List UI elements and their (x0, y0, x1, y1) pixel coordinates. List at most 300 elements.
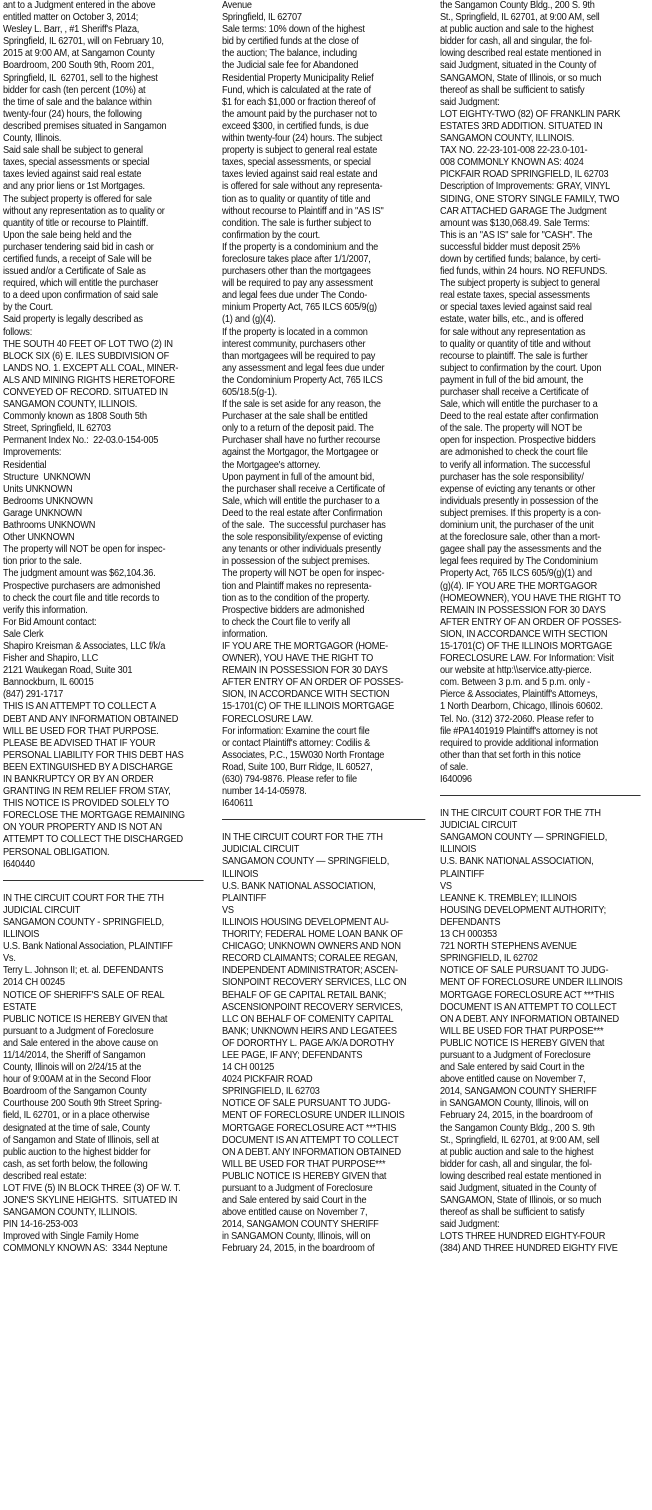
notice-text-line: CONVEYED OF RECORD. SITUATED IN (3, 387, 168, 398)
notice-text-line: Upon the sale being held and the (3, 229, 132, 241)
notice-text-line: (g)(4). IF YOU ARE THE MORTGAGOR (440, 580, 598, 592)
notice-text-line: at public auction and sale to the highest (440, 1146, 594, 1158)
notice-text-line: condition. The sale is further subject to (222, 217, 372, 229)
notice-text-line: to check the Court file to verify all (222, 616, 351, 628)
notice-text-line: For Bid Amount contact: (3, 616, 97, 628)
notice-text-line: THIS IS AN ATTEMPT TO COLLECT A (3, 701, 156, 713)
notice-text-line: Purchaser at the sale shall be entitled (222, 411, 368, 423)
notice-text-line: I640611 (222, 798, 254, 810)
notice-text-line: Sale Clerk (3, 628, 44, 640)
notice-text-line: successful bidder must deposit 25% (440, 241, 580, 253)
legal-notice (3, 893, 207, 1256)
notice-text-line: our website at http:\\service.atty-pierce. (440, 665, 592, 677)
notice-text-line: hour of 9:00AM at in the Second Floor (3, 1074, 151, 1086)
notice-text-line: Bathrooms UNKNOWN (3, 520, 96, 532)
notice-text-line: (384) AND THREE HUNDRED EIGHTY FIVE (440, 1243, 618, 1255)
notice-text-line: twenty-four (24) hours, the following (3, 108, 142, 120)
notice-text-line: subject to confirmation by the court. Upon (440, 362, 602, 374)
notice-text-line: Description of Improvements: GRAY, VINYL (440, 181, 611, 193)
notice-text-line: BANK; UNKNOWN HEIRS AND LEGATEES (222, 1025, 397, 1037)
notice-text-line: ILLINOIS HOUSING DEVELOPMENT AU- (222, 916, 389, 928)
notice-text-line: THORITY; FEDERAL HOME LOAN BANK OF (222, 929, 403, 941)
notice-text-line: St., Springfield, IL 62701, at 9:00 AM, sell (440, 1134, 600, 1146)
notice-text-line: issued and/or a Certificate of Sale as (3, 266, 146, 278)
notice-text-line: BEEN EXTINGUISHED BY A DISCHARGE (3, 761, 173, 773)
notice-text-line: and Sale entered by said Court in the (222, 1195, 367, 1207)
notice-text-line: Residential (3, 459, 47, 471)
notice-text-line: MORTGAGE FORECLOSURE ACT ***THIS (440, 989, 615, 1001)
notice-text-line: ASCENSIONPOINT RECOVERY SERVICES, (222, 1001, 403, 1013)
notice-text-line: purchaser shall receive a Certificate of (440, 387, 589, 398)
notice-text-line: any assessment and legal fees due under (222, 362, 385, 374)
notice-text-line: the auction; The balance, including (222, 48, 357, 60)
notice-text-line: PERSONAL LIABILITY FOR THIS DEBT HAS (3, 749, 184, 761)
notice-text-line: PICKFAIR ROAD SPRINGFIELD, IL 62703 (440, 169, 609, 181)
column-1 (3, 0, 207, 1256)
notice-text-line: GRANTING IN REM RELIEF FROM STAY, (3, 786, 171, 798)
notice-text-line: the Mortgagee's attorney. (222, 459, 321, 471)
notice-text-line: 13 CH 000353 (440, 929, 497, 941)
notice-text-line: lowing described real estate mentioned in (440, 48, 601, 60)
notice-text-line: Sale, which will entitle the purchaser to a (440, 399, 598, 411)
notice-text-line: or special taxes levied against said real (440, 302, 592, 314)
notice-text-line: without any representation as to quality or (3, 205, 165, 217)
notice-text-line: IN THE CIRCUIT COURT FOR THE 7TH (222, 832, 383, 844)
notice-text-line: If the property is located in a common (222, 326, 368, 338)
notice-text-line: SANGAMON, State of Illinois, or so much (440, 72, 602, 84)
legal-notice (440, 0, 644, 786)
notice-text-line: The subject property is subject to general (440, 278, 600, 290)
notice-text-line: bid by certified funds at the close of (222, 36, 359, 48)
notice-text-line: file #PA1401919 Plaintiff's attorney is not (440, 725, 598, 737)
notice-text-line: LLC ON BEHALF OF COMENITY CAPITAL (222, 1013, 394, 1025)
notice-text-line: ON A DEBT. ANY INFORMATION OBTAINED (222, 1146, 401, 1158)
notice-text-line: is offered for sale without any representa- (222, 181, 383, 193)
notice-text-line: thereof as shall be sufficient to satisfy (440, 84, 585, 96)
notice-text-line: IN THE CIRCUIT COURT FOR THE 7TH (440, 808, 601, 820)
notice-text-line: Commonly known as 1808 South 5th (3, 411, 147, 423)
notice-text-line: the Condominium Property Act, 765 ILCS (222, 374, 383, 386)
notice-text-line: Property Act, 765 ILCS 605/9(g)(1) and (440, 568, 592, 580)
notice-text-line: ILLINOIS (222, 868, 259, 880)
notice-text-line: ON A DEBT. ANY INFORMATION OBTAINED (440, 1013, 619, 1025)
notice-text-line: Vs. (3, 953, 16, 965)
notice-text-line: 2014, SANGAMON COUNTY SHERIFF (222, 1219, 379, 1231)
notice-text-line: LOTS THREE HUNDRED EIGHTY-FOUR (440, 1231, 606, 1243)
notice-text-line: 605/18.5(g-1). (222, 387, 277, 398)
notice-text-line: within twenty-four (24) hours. The subject (222, 133, 383, 145)
notice-text-line: Units UNKNOWN (3, 483, 73, 495)
notice-text-line: to a deed upon confirmation of said sale (3, 290, 159, 302)
notice-text-line: WILL BE USED FOR THAT PURPOSE*** (440, 1025, 604, 1037)
notice-text-line: ESTATES 3RD ADDITION. SITUATED IN (440, 120, 603, 132)
notice-text-line: County, Illinois will on 2/24/15 at the (3, 1062, 142, 1074)
notice-text-line: AFTER ENTRY OF AN ORDER OF POSSES- (440, 616, 622, 628)
notice-text-line: SANGAMON COUNTY — SPRINGFIELD, (222, 856, 390, 868)
notice-text-line: and any prior liens or 1st Mortgages. (3, 181, 145, 193)
notice-text-line: Springfield, IL 62707 (222, 12, 302, 24)
notice-text-line: gagee shall pay the assessments and the (440, 544, 602, 556)
notice-text-line: information. (222, 628, 268, 640)
notice-text-line: MORTGAGE FORECLOSURE ACT ***THIS (222, 1122, 397, 1134)
notice-text-line: The property will NOT be open for inspec- (3, 544, 166, 556)
notice-text-line: 11/14/2014, the Sheriff of Sangamon (3, 1049, 146, 1061)
notice-text-line: SPRINGFIELD, IL 62703 (222, 1086, 320, 1098)
column-3 (440, 0, 644, 1256)
notice-text-line: JONE'S SKYLINE HEIGHTS. SITUATED IN (3, 1195, 178, 1207)
notice-text-line: will be required to pay any assessment (222, 278, 373, 290)
notice-text-line: ESTATE (3, 1001, 37, 1013)
notice-text-line: the time of sale and the balance within (3, 96, 152, 108)
notice-text-line: only to a return of the deposit paid. The (222, 423, 374, 435)
notice-text-line: of sale. (440, 761, 469, 773)
notice-text-line: PUBLIC NOTICE IS HEREBY GIVEN that (3, 1013, 168, 1025)
notice-text-line: NOTICE OF SHERIFF'S SALE OF REAL (3, 989, 165, 1001)
notice-text-line: REMAIN IN POSSESSION FOR 30 DAYS (440, 604, 606, 616)
notice-text-line: HOUSING DEVELOPMENT AUTHORITY; (440, 904, 606, 916)
notice-text-line: WILL BE USED FOR THAT PURPOSE*** (222, 1158, 386, 1170)
notice-text-line: (847) 291-1717 (3, 689, 64, 701)
notice-text-line: Bannockburn, IL 60015 (3, 677, 94, 689)
notice-text-line: ON YOUR PROPERTY AND IS NOT AN (3, 822, 162, 834)
notice-text-line: The subject property is offered for sale (3, 193, 152, 205)
notice-text-line: in SANGAMON County, Illinois, will on (222, 1231, 371, 1243)
notice-text-line: estate, water bills, etc., and is offered (440, 314, 584, 326)
notice-text-line: dominium unit, the purchaser of the unit (440, 520, 594, 532)
notice-text-line: Said property is legally described as (3, 314, 143, 326)
notice-text-line: Deed to the real estate after confirmation (440, 411, 599, 423)
notice-text-line: 2015 at 9:00 AM, at Sangamon County (3, 48, 155, 60)
notice-text-line: ILLINOIS (3, 929, 40, 941)
notice-text-line: IN THE CIRCUIT COURT FOR THE 7TH (3, 892, 164, 904)
notice-text-line: WILL BE USED FOR THAT PURPOSE. (3, 725, 159, 737)
notice-text-line: PLAINTIFF (440, 868, 485, 880)
notice-text-line: designated at the time of sale, County (3, 1122, 150, 1134)
notice-text-line: PLEASE BE ADVISED THAT IF YOUR (3, 737, 156, 749)
notice-text-line: Deed to the real estate after Confirmation (222, 507, 383, 519)
notice-text-line: real estate taxes, special assessments (440, 290, 590, 302)
notice-text-line: (HOMEOWNER), YOU HAVE THE RIGHT TO (440, 592, 621, 604)
notice-text-line: Purchaser shall have no further recourse (222, 435, 381, 447)
notice-text-line: fied funds, within 24 hours. NO REFUNDS. (440, 266, 608, 278)
notice-text-line: to check the court file and title records to (3, 592, 160, 604)
notice-text-line: Associates, P.C., 15W030 North Frontage (222, 749, 385, 761)
notice-text-line: Road, Suite 100, Burr Ridge, IL 60527, (222, 761, 373, 773)
notice-text-line: entitled matter on October 3, 2014; (3, 12, 139, 24)
notice-text-line: amount was $130,068.49. Sale Terms: (440, 217, 590, 229)
notice-text-line: Boardroom, 200 South 9th, Room 201, (3, 60, 154, 72)
notice-text-line: said Judgment: (440, 96, 500, 108)
notice-text-line: Prospective bidders are admonished (222, 604, 365, 616)
notice-text-line: FORECLOSURE LAW. For Information: Visit (440, 653, 614, 665)
notice-text-line: lowing described real estate mentioned in (440, 1170, 601, 1182)
notice-text-line: com. Between 3 p.m. and 5 p.m. only - (440, 677, 591, 689)
notice-text-line: CAR ATTACHED GARAGE The Judgment (440, 205, 607, 217)
notice-text-line: the Sangamon County Bldg., 200 S. 9th (440, 1122, 595, 1134)
notice-text-line: bidder for cash, all and singular, the fol- (440, 36, 592, 48)
notice-text-line: pursuant to a Judgment of Foreclosure (3, 1025, 154, 1037)
notice-text-line: without recourse to Plaintiff and in "AS IS" (222, 205, 384, 217)
notice-text-line: FORECLOSURE LAW. (222, 713, 314, 725)
notice-text-line: the Sangamon County Bldg., 200 S. 9th (440, 0, 595, 11)
notice-text-line: thereof as shall be sufficient to satisfy (440, 1207, 585, 1219)
notice-text-line: 2014 CH 00245 (3, 977, 65, 989)
notice-text-line: MENT OF FORECLOSURE UNDER ILLINOIS (222, 1110, 405, 1122)
notice-text-line: Fisher and Shapiro, LLC (3, 653, 99, 665)
notice-text-line: above entitled cause on November 7, (222, 1207, 368, 1219)
notice-text-line: Residential Property Municipality Relief (222, 72, 374, 84)
notice-text-line: subject premises. If this property is a con- (440, 507, 601, 519)
notice-text-line: February 24, 2015, in the boardroom of (222, 1243, 375, 1255)
notice-text-line: said Judgment: (440, 1219, 500, 1231)
notice-text-line: AFTER ENTRY OF AN ORDER OF POSSES- (222, 677, 404, 689)
notice-text-line: SIONPOINT RECOVERY SERVICES, LLC ON (222, 977, 407, 989)
notice-text-line: other than that set forth in this notice (440, 749, 581, 761)
notice-text-line: Other UNKNOWN (3, 532, 75, 544)
notice-text-line: NOTICE OF SALE PURSUANT TO JUDG- (440, 965, 609, 977)
notice-text-line: Garage UNKNOWN (3, 507, 82, 519)
notice-text-line: individuals presently in possession of the (440, 495, 599, 507)
notice-text-line: ATTEMPT TO COLLECT THE DISCHARGED (3, 834, 183, 846)
notice-text-line: I640440 (3, 858, 35, 870)
notice-text-line: OWNER), YOU HAVE THE RIGHT TO (222, 653, 374, 665)
notice-text-line: tion prior to the sale. (3, 556, 82, 568)
notice-text-line: SPRINGFIELD, IL 62702 (440, 953, 538, 965)
notice-text-line: JUDICIAL CIRCUIT (222, 844, 300, 856)
notice-text-line: DEFENDANTS (440, 916, 501, 928)
notice-text-line: Said sale shall be subject to general (3, 145, 143, 157)
column-2 (222, 0, 429, 1256)
notice-text-line: than mortgagees will be required to pay (222, 350, 376, 362)
notice-text-line: interest community, purchasers other (222, 338, 366, 350)
notice-text-line: REMAIN IN POSSESSION FOR 30 DAYS (222, 665, 388, 677)
notice-text-line: LANDS NO. 1. EXCEPT ALL COAL, MINER- (3, 362, 179, 374)
notice-text-line: Shapiro Kreisman & Associates, LLC f/k/a (3, 640, 166, 652)
notice-text-line: cash, as set forth below, the following (3, 1158, 148, 1170)
notice-text-line: Boardroom of the Sangamon County (3, 1086, 147, 1098)
notice-text-line: exceed $300, in certified funds, is due (222, 120, 369, 132)
notice-text-line: and Sale entered by said Court in the (440, 1062, 585, 1074)
notice-text-line: ALS AND MINING RIGHTS HERETOFORE (3, 374, 175, 386)
notice-text-line: Prospective purchasers are admonished (3, 580, 161, 592)
notice-text-line: LEANNE K. TREMBLEY; ILLINOIS (440, 892, 577, 904)
notice-text-line: Improved with Single Family Home (3, 1231, 139, 1243)
notice-text-line: (630) 794-9876. Please refer to file (222, 774, 357, 785)
notice-text-line: bidder for cash (ten percent (10%) at (3, 84, 146, 96)
notice-divider (3, 880, 204, 881)
notice-text-line: Avenue (222, 0, 252, 11)
notice-text-line: Permanent Index No.: 22-03.0-154-005 (3, 435, 159, 447)
notice-text-line: the sole responsibility/expense of evicting (222, 532, 383, 544)
notice-text-line: foreclosure takes place after 1/1/2007, (222, 253, 371, 265)
notice-text-line: pursuant to a Judgment of Foreclosure (222, 1183, 373, 1194)
notice-text-line: SION, IN ACCORDANCE WITH SECTION (222, 689, 390, 701)
notice-text-line: the amount paid by the purchaser not to (222, 108, 377, 120)
notice-text-line: Sale, which will entitle the purchaser to a (222, 495, 380, 507)
notice-text-line: to quality or quantity of title and without (440, 338, 591, 350)
notice-text-line: Upon payment in full of the amount bid, (222, 471, 375, 483)
notice-text-line: BLOCK SIX (6) E. ILES SUBDIVISION OF (3, 350, 170, 362)
notice-text-line: If the property is a condominium and the (222, 241, 379, 253)
notice-divider (222, 819, 425, 820)
notice-text-line: taxes levied against said real estate and (222, 169, 378, 181)
notice-text-line: I640096 (440, 774, 472, 785)
notice-text-line: payment in full of the bid amount, the (440, 374, 584, 386)
notice-text-line: bidder for cash, all and singular, the fol- (440, 1158, 592, 1170)
notice-text-line: are admonished to check the court file (440, 447, 588, 459)
notice-text-line: SANGAMON COUNTY, ILLINOIS. (3, 399, 138, 411)
notice-text-line: taxes levied against said real estate (3, 169, 142, 181)
notice-text-line: PERSONAL OBLIGATION. (3, 846, 110, 858)
notice-text-line: verify this information. (3, 604, 88, 616)
notice-text-line: U.S. BANK NATIONAL ASSOCIATION, (222, 880, 376, 892)
notice-text-line: in SANGAMON County, Illinois, will on (440, 1098, 589, 1110)
notice-text-line: legal fees required by The Condominium (440, 556, 598, 568)
notice-text-line: for sale without any representation as (440, 326, 586, 338)
notice-text-line: number 14-14-05978. (222, 786, 307, 798)
notice-text-line: SANGAMON COUNTY — SPRINGFIELD, (440, 832, 608, 844)
notice-text-line: of Sangamon and State of Illinois, sell at (3, 1134, 159, 1146)
notice-text-line: LOT EIGHTY-TWO (82) OF FRANKLIN PARK (440, 108, 621, 120)
notice-text-line: property is subject to general real estate (222, 145, 378, 157)
notice-text-line: IN BANKRUPTCY OR BY AN ORDER (3, 774, 154, 785)
notice-text-line: Street, Springfield, IL 62703 (3, 423, 111, 435)
notice-text-line: VS (440, 880, 452, 892)
notice-text-line: any tenants or other individuals presently (222, 544, 381, 556)
notice-text-line: SANGAMON COUNTY, ILLINOIS. (3, 1207, 138, 1219)
notice-text-line: Pierce & Associates, Plaintiff's Attorneys, (440, 689, 598, 701)
legal-notice (440, 808, 644, 1255)
notice-text-line: SANGAMON, State of Illinois, or so much (440, 1195, 602, 1207)
notice-text-line: Wesley L. Barr, , #1 Sheriff's Plaza, (3, 24, 140, 36)
notice-text-line: (1) and (g)(4). (222, 314, 276, 326)
notice-text-line: 1 North Dearborn, Chicago, Illinois 60602. (440, 701, 603, 713)
notice-text-line: purchaser has the sole responsibility/ (440, 471, 584, 483)
notice-text-line: 15-1701(C) OF THE ILLINOIS MORTGAGE (222, 701, 395, 713)
notice-text-line: expense of evicting any tenants or other (440, 483, 596, 495)
notice-text-line: PIN 14-16-253-003 (3, 1219, 78, 1231)
notice-text-line: Terry L. Johnson II; et. al. DEFENDANTS (3, 965, 164, 977)
notice-text-line: or contact Plaintiff's attorney: Codilis & (222, 737, 371, 749)
notice-text-line: PUBLIC NOTICE IS HEREBY GIVEN that (440, 1037, 605, 1049)
notice-text-line: JUDICIAL CIRCUIT (3, 904, 81, 916)
notice-text-line: SION, IN ACCORDANCE WITH SECTION (440, 628, 608, 640)
notice-text-line: SIDING, ONE STORY SINGLE FAMILY, TWO (440, 193, 620, 205)
notice-text-line: U.S. BANK NATIONAL ASSOCIATION, (440, 856, 594, 868)
notice-text-line: The property will NOT be open for inspec- (222, 568, 385, 580)
notice-text-line: NOTICE OF SALE PURSUANT TO JUDG- (222, 1098, 391, 1110)
notice-text-line: 4024 PICKFAIR ROAD (222, 1074, 313, 1086)
notice-text-line: U.S. Bank National Association, PLAINTIFF (3, 941, 173, 953)
notice-text-line: ant to a Judgment entered in the above (3, 0, 156, 11)
notice-text-line: at public auction and sale to the highest (440, 24, 594, 36)
notice-text-line: Fund, which is calculated at the rate of (222, 84, 371, 96)
notice-text-line: to verify all information. The successful (440, 459, 591, 471)
notice-text-line: public auction to the highest bidder for (3, 1146, 151, 1158)
notice-text-line: PUBLIC NOTICE IS HEREBY GIVEN that (222, 1170, 387, 1182)
notice-text-line: follows: (3, 326, 33, 338)
notice-text-line: quantity of title or recourse to Plaintiff. (3, 217, 149, 229)
notice-text-line: RECORD CLAIMANTS; CORALEE REGAN, (222, 953, 398, 965)
notice-text-line: tion and Plaintiff makes no representa- (222, 580, 372, 592)
notice-text-line: MENT OF FORECLOSURE UNDER ILLINOIS (440, 977, 623, 989)
notice-text-line: ILLINOIS (440, 844, 477, 856)
notice-text-line: THE SOUTH 40 FEET OF LOT TWO (2) IN (3, 338, 173, 350)
notice-text-line: the purchaser shall receive a Certificate of (222, 483, 385, 495)
notice-text-line: taxes, special assessments, or special (222, 157, 371, 169)
notice-text-line: down by certified funds; balance, by certi- (440, 253, 601, 265)
notice-text-line: SANGAMON COUNTY, ILLINOIS. (440, 133, 575, 145)
legal-notice (222, 0, 429, 810)
notice-text-line: IF YOU ARE THE MORTGAGOR (HOME- (222, 640, 388, 652)
notice-text-line: DOCUMENT IS AN ATTEMPT TO COLLECT (222, 1134, 399, 1146)
notice-text-line: and legal fees due under The Condo- (222, 290, 368, 302)
notice-text-line: TAX NO. 22-23-101-008 22-23.0-101- (440, 145, 588, 157)
notice-text-line: Springfield, IL 62701, will on February 10, (3, 36, 164, 48)
notice-text-line: said Judgment, situated in the County of (440, 60, 597, 72)
notice-text-line: Springfield, IL 62701, sell to the highest (3, 72, 158, 84)
notice-text-line: 15-1701(C) OF THE ILLINOIS MORTGAGE (440, 640, 613, 652)
notice-text-line: certified funds, a receipt of Sale will be (3, 253, 152, 265)
notice-text-line: above entitled cause on November 7, (440, 1074, 586, 1086)
notice-text-line: 2121 Waukegan Road, Suite 301 (3, 665, 133, 677)
notice-text-line: This is an "AS IS" sale for "CASH". The (440, 229, 593, 241)
notice-text-line: JUDICIAL CIRCUIT (440, 820, 518, 832)
notice-text-line: 2014, SANGAMON COUNTY SHERIFF (440, 1086, 597, 1098)
notice-text-line: Sale terms: 10% down of the highest (222, 24, 365, 36)
notice-text-line: Improvements: (3, 447, 62, 459)
notice-text-line: For information: Examine the court file (222, 725, 370, 737)
notice-text-line: in possession of the subject premises. (222, 556, 370, 568)
notice-text-line: described real estate: (3, 1170, 87, 1182)
legal-notice (222, 832, 429, 1255)
notice-text-line: THIS NOTICE IS PROVIDED SOLELY TO (3, 798, 169, 810)
notice-text-line: FORECLOSE THE MORTGAGE REMAINING (3, 810, 185, 822)
notice-text-line: February 24, 2015, in the boardroom of (440, 1110, 593, 1122)
notice-divider (440, 795, 641, 796)
notice-text-line: 14 CH 00125 (222, 1062, 274, 1074)
notice-text-line: CHICAGO; UNKNOWN OWNERS AND NON (222, 941, 401, 953)
notice-text-line: required, which will entitle the purchaser (3, 278, 159, 290)
notice-text-line: Bedrooms UNKNOWN (3, 495, 93, 507)
notice-text-line: OF DORORTHY L. PAGE A/K/A DOROTHY (222, 1037, 395, 1049)
notice-text-line: described premises situated in Sangamon (3, 120, 167, 132)
notice-text-line: tion as to the condition of the property. (222, 592, 370, 604)
notice-text-line: Courthouse 200 South 9th Street Spring- (3, 1098, 162, 1110)
notice-text-line: tion as to quality or quantity of title and (222, 193, 371, 205)
notice-text-line: the Judicial sale fee for Abandoned (222, 60, 359, 72)
notice-text-line: field, IL 62701, or in a place otherwise (3, 1110, 150, 1122)
notice-text-line: LOT FIVE (5) IN BLOCK THREE (3) OF W. T. (3, 1183, 181, 1194)
notice-text-line: Structure UNKNOWN (3, 471, 91, 483)
notice-text-line: 721 NORTH STEPHENS AVENUE (440, 941, 577, 953)
legal-notice (3, 0, 207, 871)
notice-text-line: If the sale is set aside for any reason, the (222, 399, 381, 411)
notice-text-line: at the foreclosure sale, other than a mort- (440, 532, 601, 544)
notice-text-line: and Sale entered in the above cause on (3, 1037, 158, 1049)
notice-text-line: of the sale. The successful purchaser has (222, 520, 386, 532)
notice-text-line: by the Court. (3, 302, 54, 314)
notice-text-line: BEHALF OF GE CAPITAL RETAIL BANK; (222, 989, 387, 1001)
notice-text-line: The judgment amount was $62,104.36. (3, 568, 156, 580)
notice-text-line: taxes, special assessments or special (3, 157, 150, 169)
notice-text-line: County, Illinois. (3, 133, 62, 145)
notice-text-line: PLAINTIFF (222, 892, 267, 904)
notice-text-line: of the sale. The property will NOT be (440, 423, 583, 435)
notice-text-line: pursuant to a Judgment of Foreclosure (440, 1049, 591, 1061)
notice-text-line: open for inspection. Prospective bidders (440, 435, 596, 447)
notice-text-line: recourse to plaintiff. The sale is further (440, 350, 588, 362)
